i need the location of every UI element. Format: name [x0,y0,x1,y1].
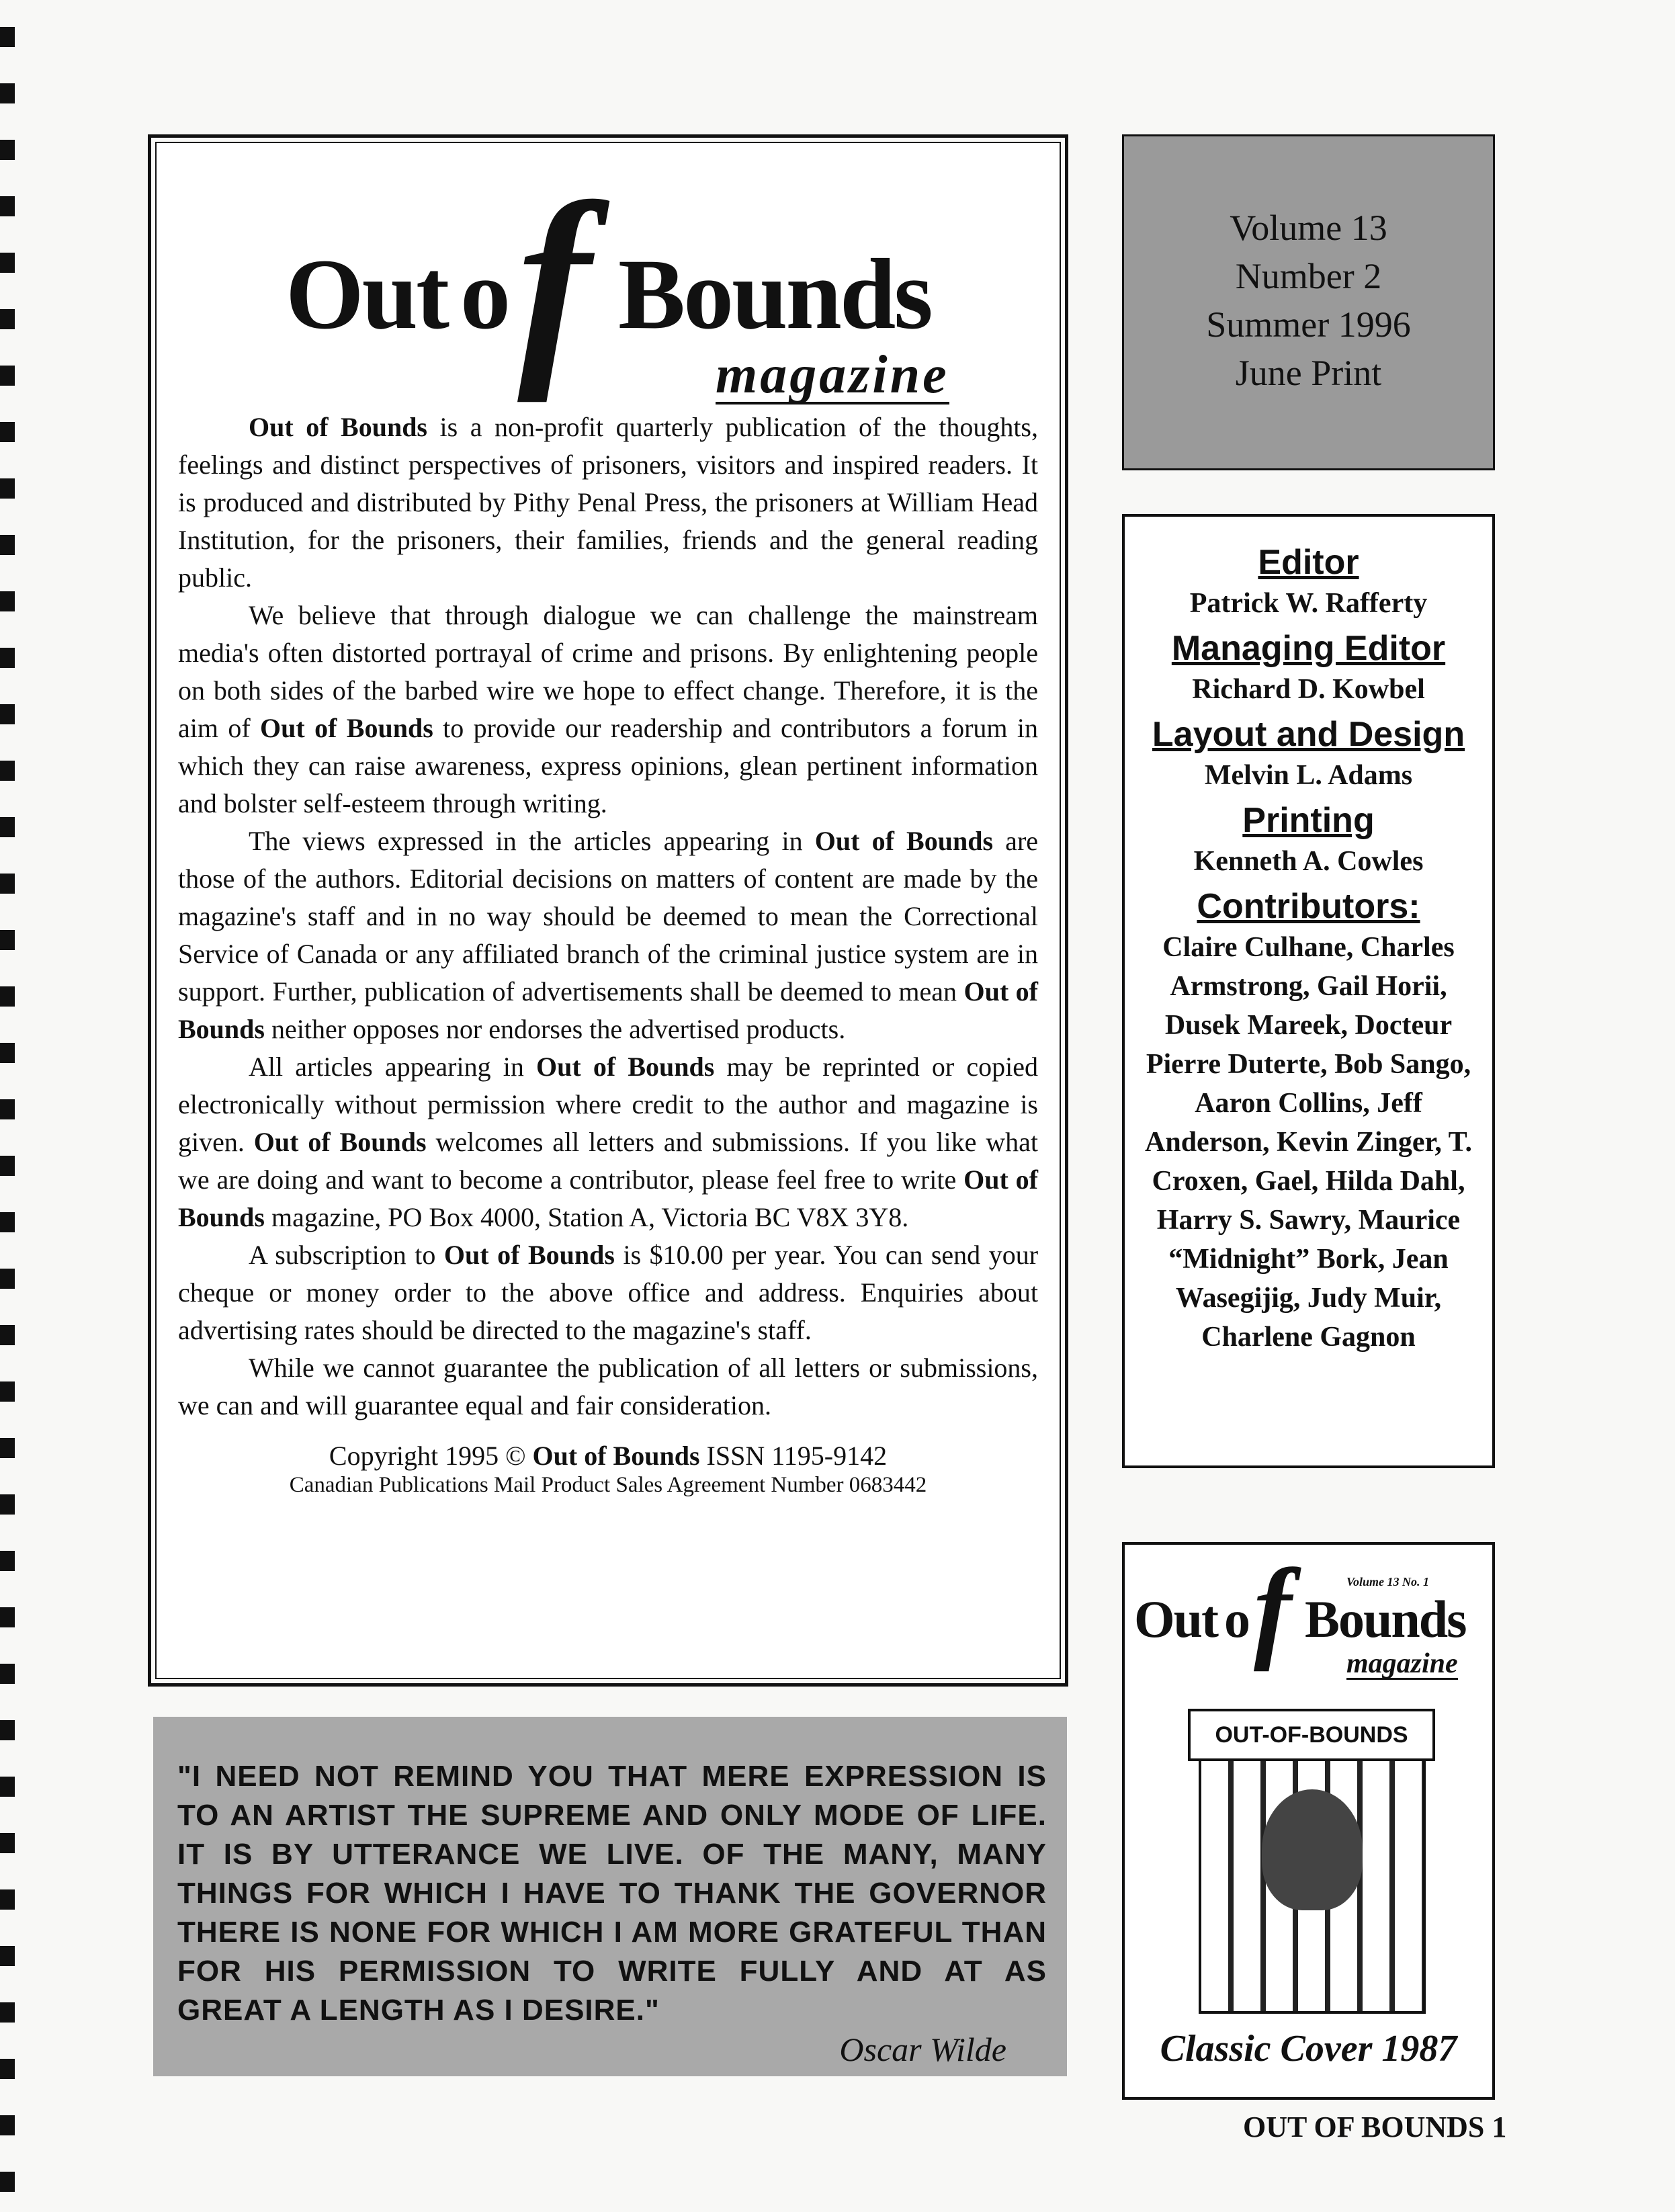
paragraph-text: are those of the authors. Editorial decisions on matters of content are made by the magazine's staff and in no way should be deemed to mean the Correctional Service of Canada or any affiliated branch of the criminal justice system are in support. Further, publication of advertisements shall be deemed to mean [178,826,1039,1007]
staff-name: Kenneth A. Cowles [1193,846,1424,877]
magazine-name: Out of Bounds [260,713,433,743]
logo-o: o [460,239,511,350]
paragraph [178,1236,1038,1349]
staff-role: Contributors: [1197,887,1420,926]
magazine-name: Out of Bounds [249,412,427,442]
logo-f: f [517,158,591,403]
cover-logo-f: f [1254,1545,1292,1672]
cover-logo [1125,1545,1492,1699]
copyright-line [178,1441,1038,1472]
magazine-name: Out of Bounds [814,826,994,856]
page-footer: OUT OF BOUNDS 1 [1243,2111,1507,2143]
staff-name: Patrick W. Rafferty [1189,588,1428,619]
staff-role: Managing Editor [1171,629,1446,668]
paragraph [178,409,1038,597]
magazine-name: Out of Bounds [178,976,1039,1044]
staff-name: Claire Culhane, Charles Armstrong, Gail Horii, Dusek Mareek, Docteur Pierre Duterte, Bob Sango, Aaron Collins, Jeff Anderson, Kevin Zinger, T. Croxen, Gael, Hilda Dahl, Harry S. Sawry, Maurice “Midnight” Bork, Jean Wasegijig, Judy Muir, Charlene Gagnon [1145,932,1472,1353]
spiral-binding [0,0,15,2212]
paragraph-text: While we cannot guarantee the publication of all letters or submissions, we can and will guarantee equal and fair consideration. [178,1353,1038,1420]
magazine-name: Out of Bounds [443,1240,615,1270]
staff-box [1122,514,1495,1468]
mail-agreement: Canadian Publications Mail Product Sales Agreement Number 0683442 [289,1473,927,1497]
logo-out: Out [286,239,448,350]
paragraph-text: welcomes all letters and submissions. If you like what we are doing and want to become a contributor, please feel free to write [178,1127,1038,1195]
paragraph [178,1048,1038,1236]
issue-season: Summer 1996 [1206,304,1411,345]
magazine-logo [178,143,1038,409]
magazine-name: Out of Bounds [253,1127,427,1157]
paragraph [178,822,1038,1048]
cover-logo-out: Out [1134,1590,1218,1648]
cover-logo-bounds: Bounds [1305,1590,1466,1648]
paragraph-text: may be reprinted or copied electronically without permission where credit to the author and magazine is given. [178,1052,1039,1157]
logo-magazine: magazine [716,345,949,405]
paragraph [178,597,1038,822]
staff-name: Melvin L. Adams [1204,760,1413,791]
staff-role: Printing [1242,801,1375,840]
cover-caption: Classic Cover 1987 [1160,2028,1457,2070]
staff-name: Richard D. Kowbel [1192,674,1425,705]
copyright-prefix: Copyright 1995 © [329,1441,533,1471]
magazine-name: Out of Bounds [536,1052,715,1082]
staff-role: Layout and Design [1152,715,1465,754]
skull-cover-illustration [1199,1713,1426,2014]
quote-text: "I NEED NOT REMIND YOU THAT MERE EXPRESSION IS TO AN ARTIST THE SUPREME AND ONLY MODE OF LIFE. IT IS BY UTTERANCE WE LIVE. OF THE MANY, MANY THINGS FOR WHICH I HAVE TO THANK THE GOVERNOR THERE IS NONE FOR WHICH I AM MORE GRATEFUL THAN FOR HIS PERMISSION TO WRITE FULLY AND AT AS GREAT A LENGTH AS I DESIRE." [177,1760,1047,2027]
cover-volume-no: Volume 13 No. 1 [1346,1575,1430,1588]
paragraph-text: to provide our readership and contributors a forum in which they can raise awareness, express opinions, glean pertinent information and bolster self-esteem through writing. [178,713,1038,818]
paragraph [178,1349,1038,1424]
paragraph-text: The views expressed in the articles appearing in [249,826,815,856]
paragraph-text: We believe that through dialogue we can challenge the mainstream media's often distorted portrayal of crime and prisons. By enlightening people on both sides of the barbed wire we hope to effect change. Therefore, it is the aim of [178,600,1038,743]
paragraph-text: is $10.00 per year. You can send your cheque or money order to the above office and address. Enquiries about advertising rates should be directed to the magazine's staff. [178,1240,1039,1345]
paragraph-text: magazine, PO Box 4000, Station A, Victoria BC V8X 3Y8. [264,1202,909,1232]
masthead-text [178,409,1038,1424]
logo-bounds: Bounds [618,239,931,350]
magazine-name: Out of Bounds [178,1164,1039,1232]
quote-author: Oscar Wilde [839,2031,1006,2068]
paragraph-text: is a non-profit quarterly publication of the thoughts, feelings and distinct perspectives of prisoners, visitors and inspired readers. It is produced and distributed by Pithy Penal Press, the prisoners at William Head Institution, for the prisoners, their families, friends and the general reading public. [178,412,1038,593]
issue-box [1122,134,1495,470]
issn: ISSN 1195-9142 [699,1441,888,1471]
issue-print: June Print [1235,353,1382,393]
issue-number: Number 2 [1235,256,1382,296]
classic-cover-box [1122,1542,1495,2100]
staff-role: Editor [1258,543,1359,582]
paragraph-text: neither opposes nor endorses the advertised products. [264,1014,846,1044]
copyright-name: Out of Bounds [532,1441,700,1471]
cover-art-header: OUT-OF-BOUNDS [1188,1709,1435,1761]
masthead-box [148,134,1068,1687]
quote-box [153,1717,1067,2076]
skull-icon [1262,1789,1363,1910]
paragraph-text: All articles appearing in [249,1052,537,1082]
cover-logo-magazine: magazine [1346,1648,1458,1679]
cover-logo-o: o [1224,1590,1250,1648]
paragraph-text: A subscription to [249,1240,444,1270]
issue-volume: Volume 13 [1230,208,1387,248]
